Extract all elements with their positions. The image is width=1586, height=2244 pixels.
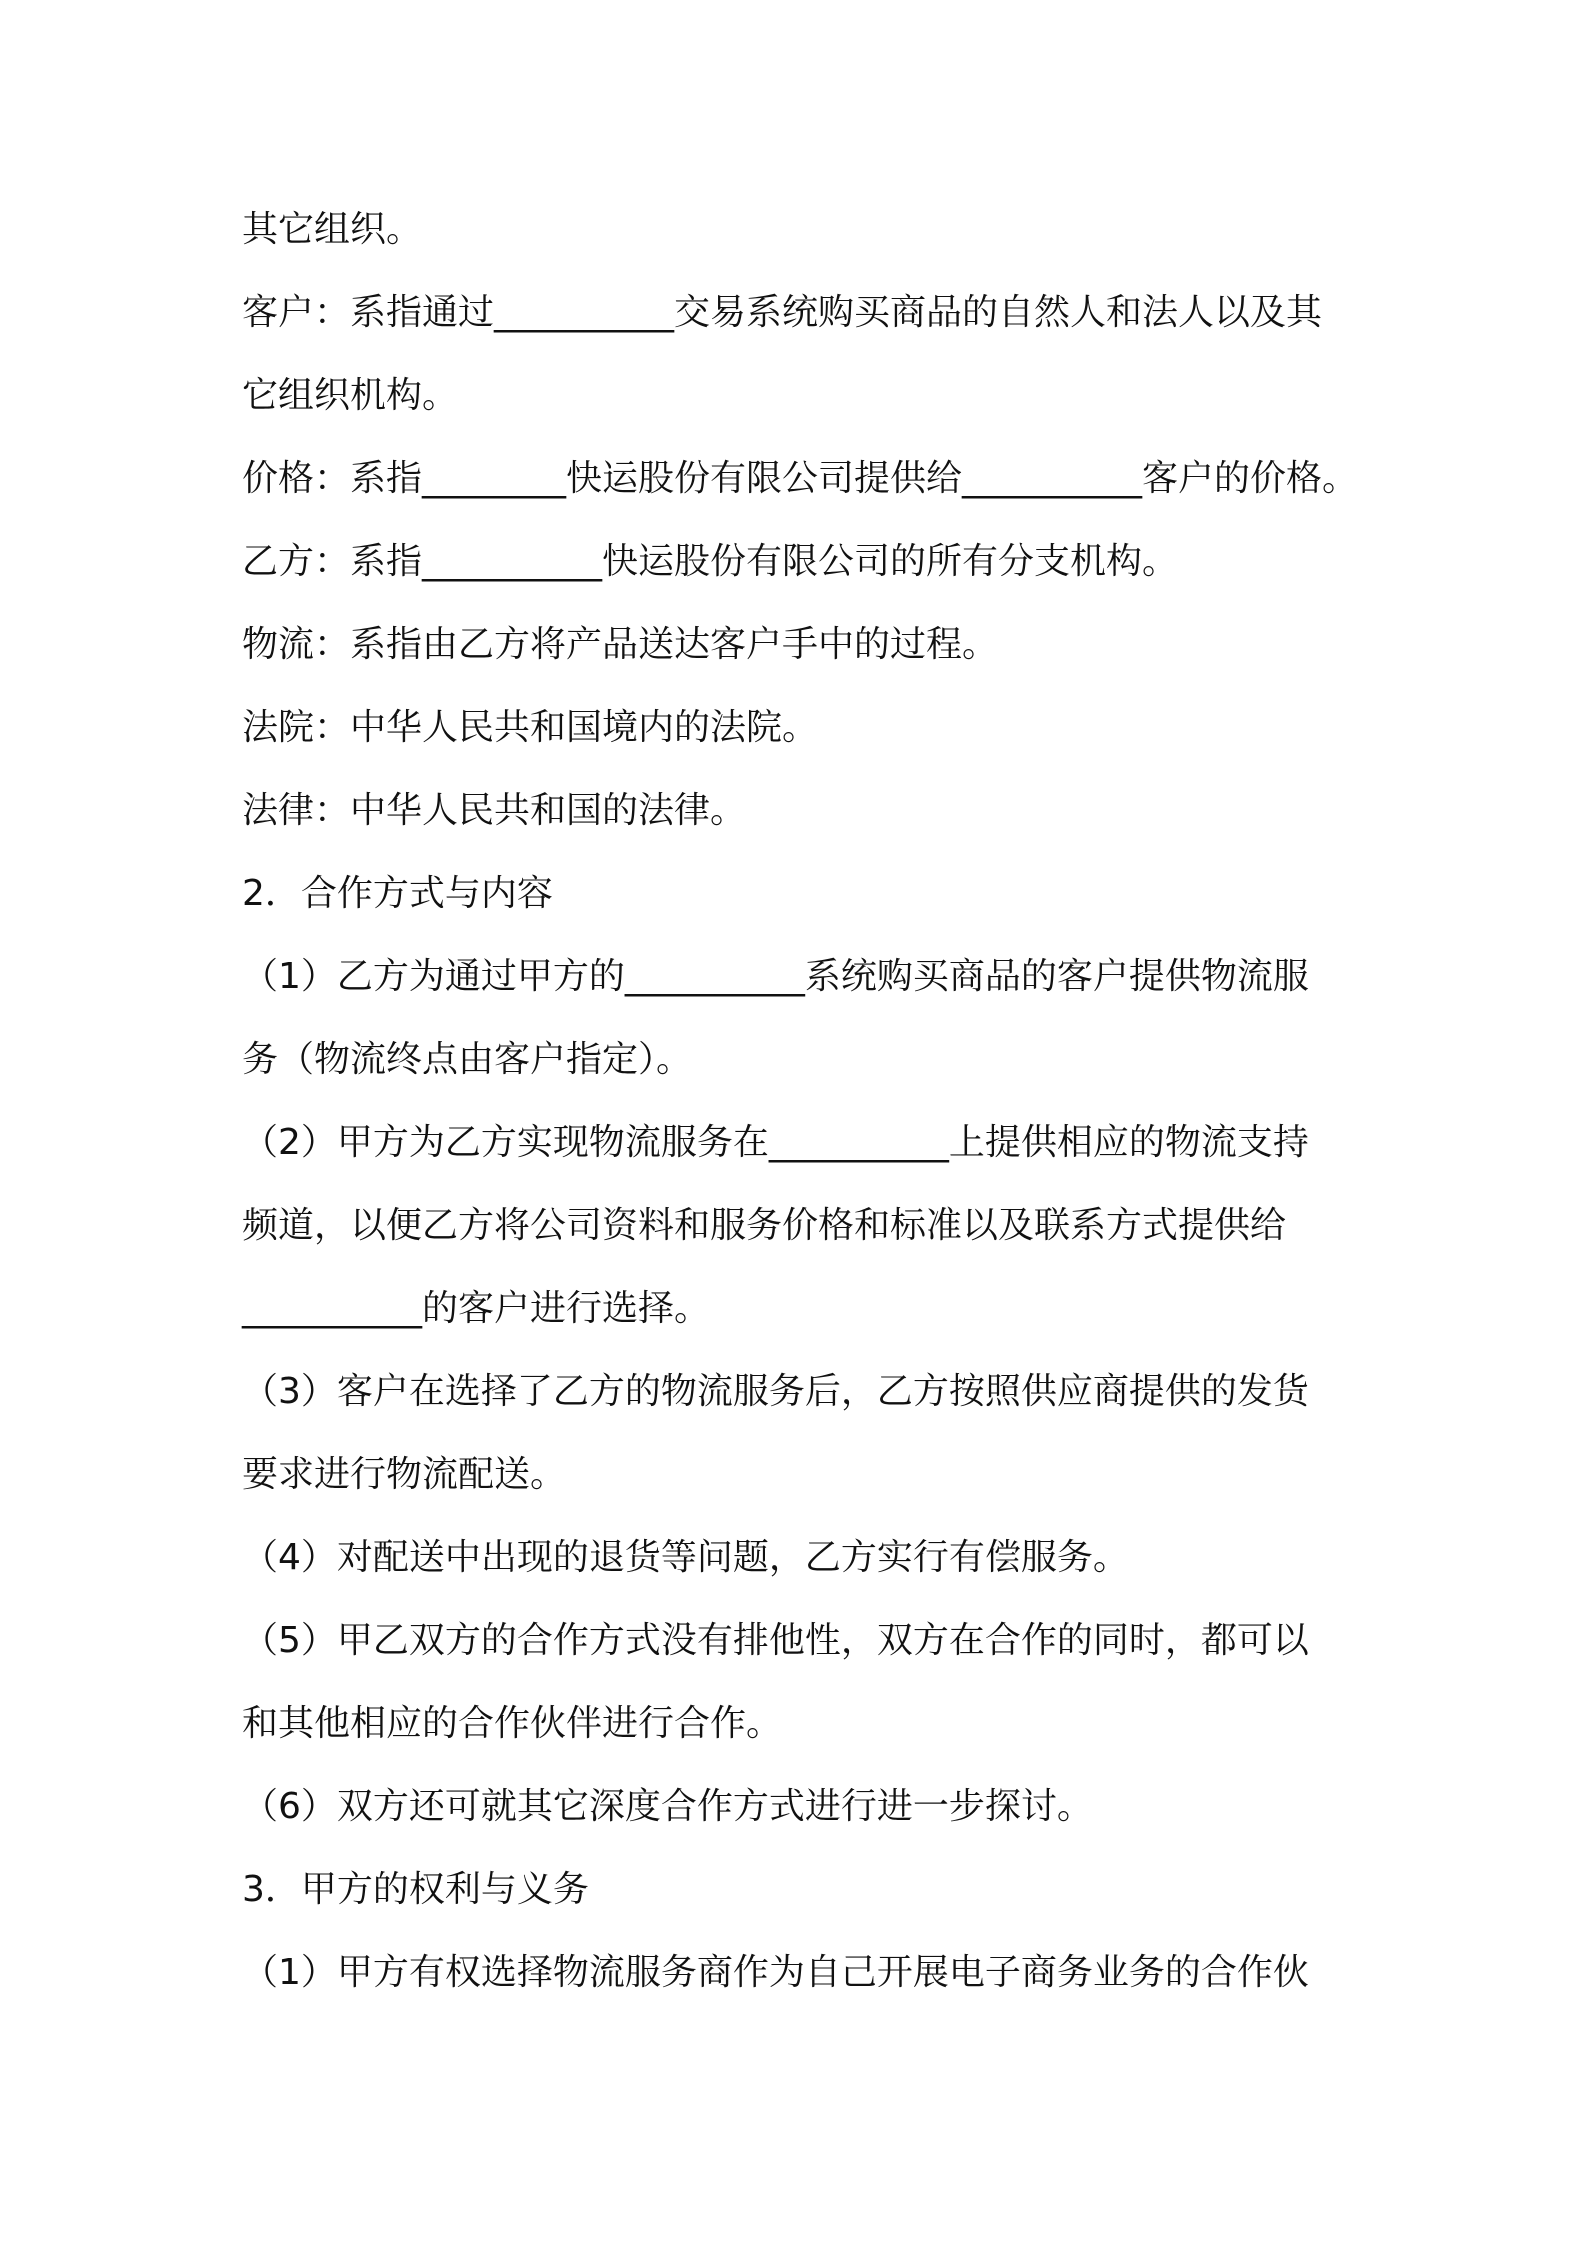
text-line: 和其他相应的合作伙伴进行合作。 [242, 1703, 783, 1744]
text-line: （3）客户在选择了乙方的物流服务后，乙方按照供应商提供的发货 [242, 1371, 1309, 1412]
text-line: （2）甲方为乙方实现物流服务在__________上提供相应的物流支持 [242, 1122, 1309, 1163]
text-line: 法律：中华人民共和国的法律。 [242, 790, 747, 831]
text-line: 其它组织。 [242, 209, 423, 250]
text-line: 法院：中华人民共和国境内的法院。 [242, 707, 819, 748]
text-line: （4）对配送中出现的退货等问题，乙方实行有偿服务。 [242, 1537, 1129, 1578]
text-line: 客户：系指通过__________交易系统购买商品的自然人和法人以及其 [242, 292, 1323, 333]
text-line: 务（物流终点由客户指定）。 [242, 1039, 693, 1080]
text-line: （6）双方还可就其它深度合作方式进行进一步探讨。 [242, 1786, 1093, 1827]
text-line: 要求进行物流配送。 [242, 1454, 567, 1495]
text-line: 频道，以便乙方将公司资料和服务价格和标准以及联系方式提供给 [242, 1205, 1287, 1246]
text-line: 价格：系指________快运股份有限公司提供给__________客户的价格。 [242, 458, 1359, 499]
text-line: （1）甲方有权选择物流服务商作为自己开展电子商务业务的合作伙 [242, 1952, 1309, 1993]
section-heading: 2．合作方式与内容 [242, 873, 553, 914]
text-line: 物流：系指由乙方将产品送达客户手中的过程。 [242, 624, 999, 665]
text-line: （5）甲乙双方的合作方式没有排他性，双方在合作的同时，都可以 [242, 1620, 1309, 1661]
section-heading: 3．甲方的权利与义务 [242, 1869, 589, 1910]
text-line: __________的客户进行选择。 [242, 1288, 711, 1329]
text-line: 乙方：系指__________快运股份有限公司的所有分支机构。 [242, 541, 1179, 582]
text-line: 它组织机构。 [242, 375, 459, 416]
text-line: （1）乙方为通过甲方的__________系统购买商品的客户提供物流服 [242, 956, 1309, 997]
